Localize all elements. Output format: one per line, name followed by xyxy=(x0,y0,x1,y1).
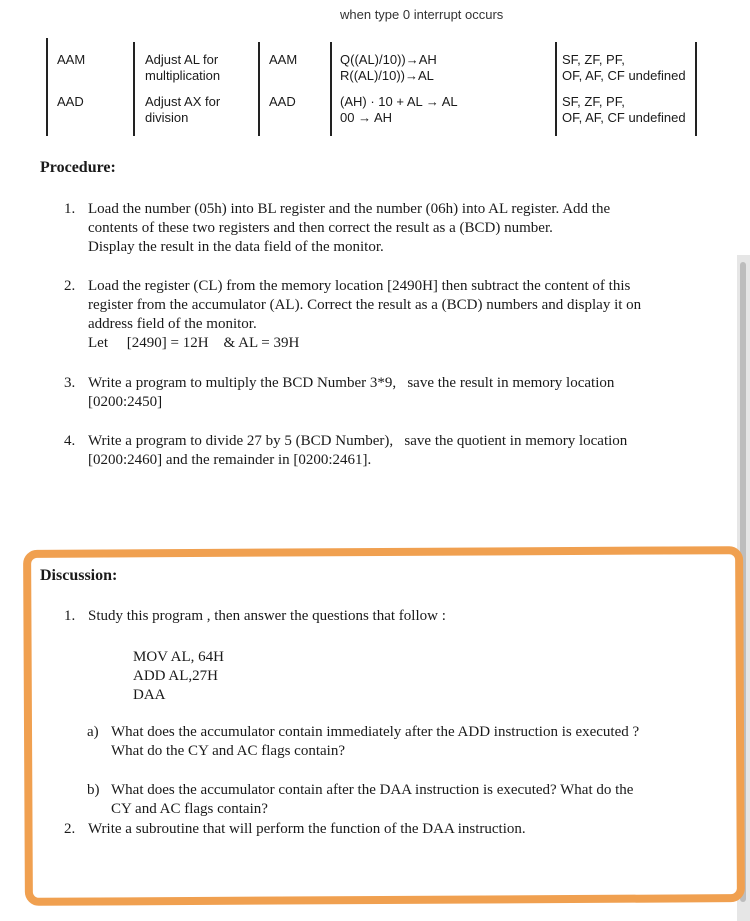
row2-operation: (AH) · 10 + AL → AL 00 → AH xyxy=(340,94,458,125)
instruction-table xyxy=(0,0,736,140)
row2-flags: SF, ZF, PF, OF, AF, CF undefined xyxy=(562,94,686,125)
row1-operation: Q((AL)/10))→AH R((AL)/10))→AL xyxy=(340,52,437,83)
table-divider-2 xyxy=(258,42,260,136)
code-block xyxy=(133,648,224,705)
code-line-1: MOV AL, 64H xyxy=(133,649,224,665)
table-divider-4 xyxy=(555,42,557,136)
row2-mnemonic-2: AAD xyxy=(269,94,296,109)
table-border-right xyxy=(695,42,697,136)
row1-mnemonic-2: AAM xyxy=(269,52,298,67)
row1-mnemonic: AAM xyxy=(57,52,86,67)
row2-description: Adjust AX for division xyxy=(145,94,221,125)
row1-description: Adjust AL for multiplication xyxy=(145,52,221,83)
code-line-2: ADD AL,27H xyxy=(133,668,218,684)
table-divider-1 xyxy=(133,42,135,136)
row2-mnemonic: AAD xyxy=(57,94,84,109)
table-border-left xyxy=(46,38,48,136)
discussion-heading: Discussion: xyxy=(40,567,118,584)
table-divider-3 xyxy=(330,42,332,136)
procedure-heading: Procedure: xyxy=(40,159,116,176)
row1-flags: SF, ZF, PF, OF, AF, CF undefined xyxy=(562,52,686,83)
truncated-header-text: when type 0 interrupt occurs xyxy=(340,7,504,22)
code-line-3: DAA xyxy=(133,687,166,703)
